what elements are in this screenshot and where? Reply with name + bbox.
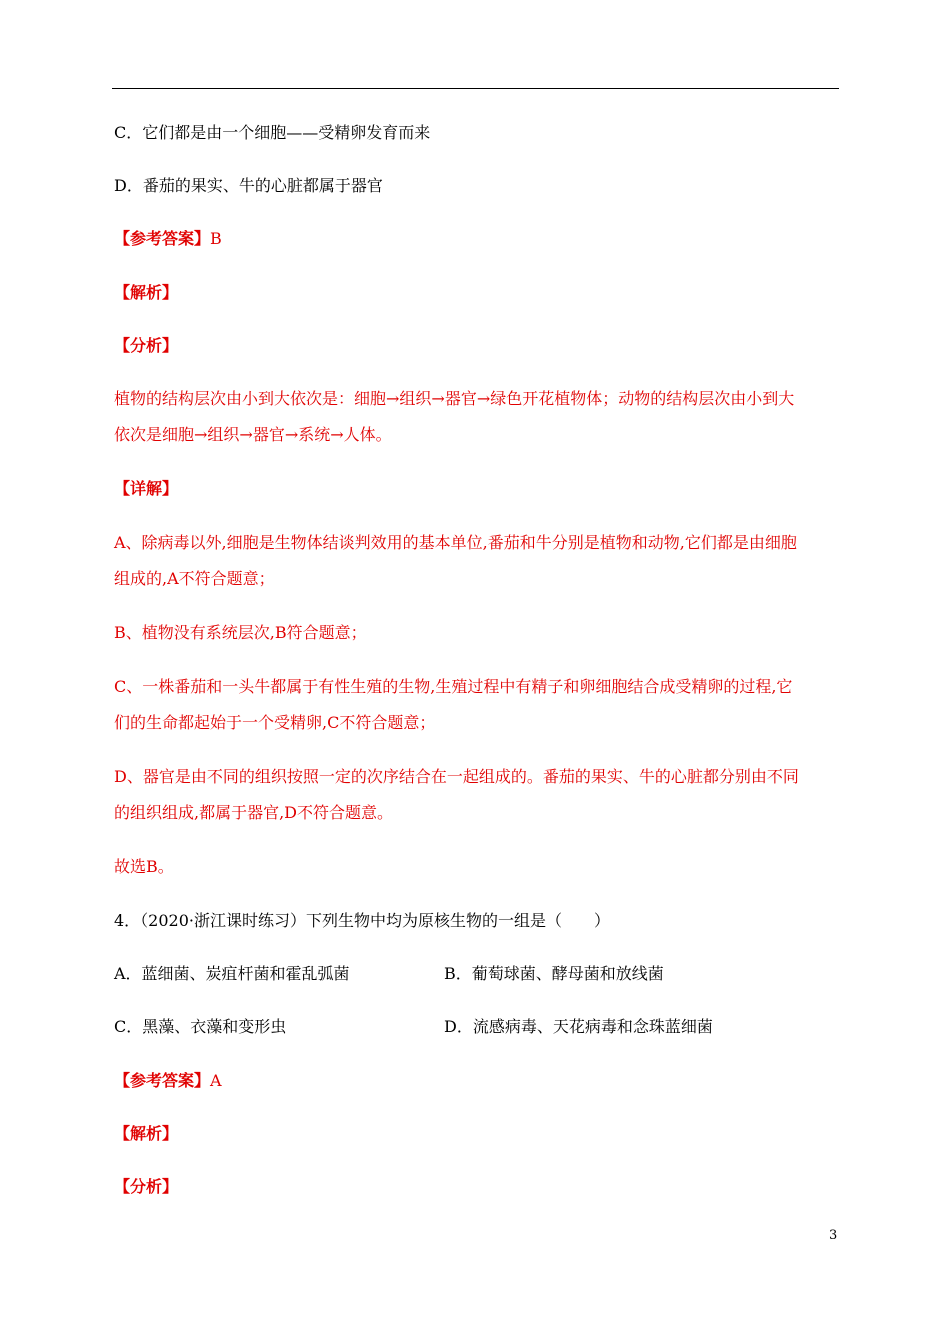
detail-line: 组成的,A不符合题意； xyxy=(114,569,275,588)
answer-value: A xyxy=(210,1071,222,1090)
detail-line: D、器官是由不同的组织按照一定的次序结合在一起组成的。番茄的果实、牛的心脏都分别由不同 xyxy=(114,767,799,786)
detail-line: C、一株番茄和一头牛都属于有性生殖的生物,生殖过程中有精子和卵细胞结合成受精卵的过程,它 xyxy=(114,677,793,696)
conclusion-line: 故选B。 xyxy=(114,857,174,876)
option-c-line: C．它们都是由一个细胞——受精卵发育而来 xyxy=(114,123,431,142)
answer-line-1 xyxy=(114,228,222,250)
detail-line: A、除病毒以外,细胞是生物体结谈判效用的基本单位,番茄和牛分别是植物和动物,它们都是由细胞 xyxy=(114,533,797,552)
question-4-option-a: A．蓝细菌、炭疽杆菌和霍乱弧菌 xyxy=(114,964,350,983)
section-fenxi: 【分析】 xyxy=(114,1177,179,1196)
question-4-option-d: D．流感病毒、天花病毒和念珠蓝细菌 xyxy=(444,1017,713,1036)
analysis-line: 植物的结构层次由小到大依次是：细胞→组织→器官→绿色开花植物体；动物的结构层次由小到大 xyxy=(114,389,795,408)
answer-line-2 xyxy=(114,1070,222,1092)
answer-label: 【参考答案】 xyxy=(114,1071,211,1090)
answer-value: B xyxy=(210,229,222,248)
question-4-option-b: B．葡萄球菌、酵母菌和放线菌 xyxy=(444,964,664,983)
option-d-line: D．番茄的果实、牛的心脏都属于器官 xyxy=(114,176,383,195)
question-4-option-c: C．黑藻、衣藻和变形虫 xyxy=(114,1017,287,1036)
header-rule xyxy=(112,88,839,89)
question-4-stem: 4．（2020·浙江课时练习）下列生物中均为原核生物的一组是（ ） xyxy=(114,911,610,930)
section-fenxi: 【分析】 xyxy=(114,336,179,355)
analysis-line: 依次是细胞→组织→器官→系统→人体。 xyxy=(114,425,392,444)
page-number: 3 xyxy=(829,1228,838,1243)
detail-line: 们的生命都起始于一个受精卵,C不符合题意； xyxy=(114,713,436,732)
section-jiexi: 【解析】 xyxy=(114,1124,179,1143)
section-xiangjie: 【详解】 xyxy=(114,479,179,498)
detail-line: 的组织组成,都属于器官,D不符合题意。 xyxy=(114,803,394,822)
answer-label: 【参考答案】 xyxy=(114,229,211,248)
detail-line: B、植物没有系统层次,B符合题意； xyxy=(114,623,367,642)
section-jiexi: 【解析】 xyxy=(114,283,179,302)
